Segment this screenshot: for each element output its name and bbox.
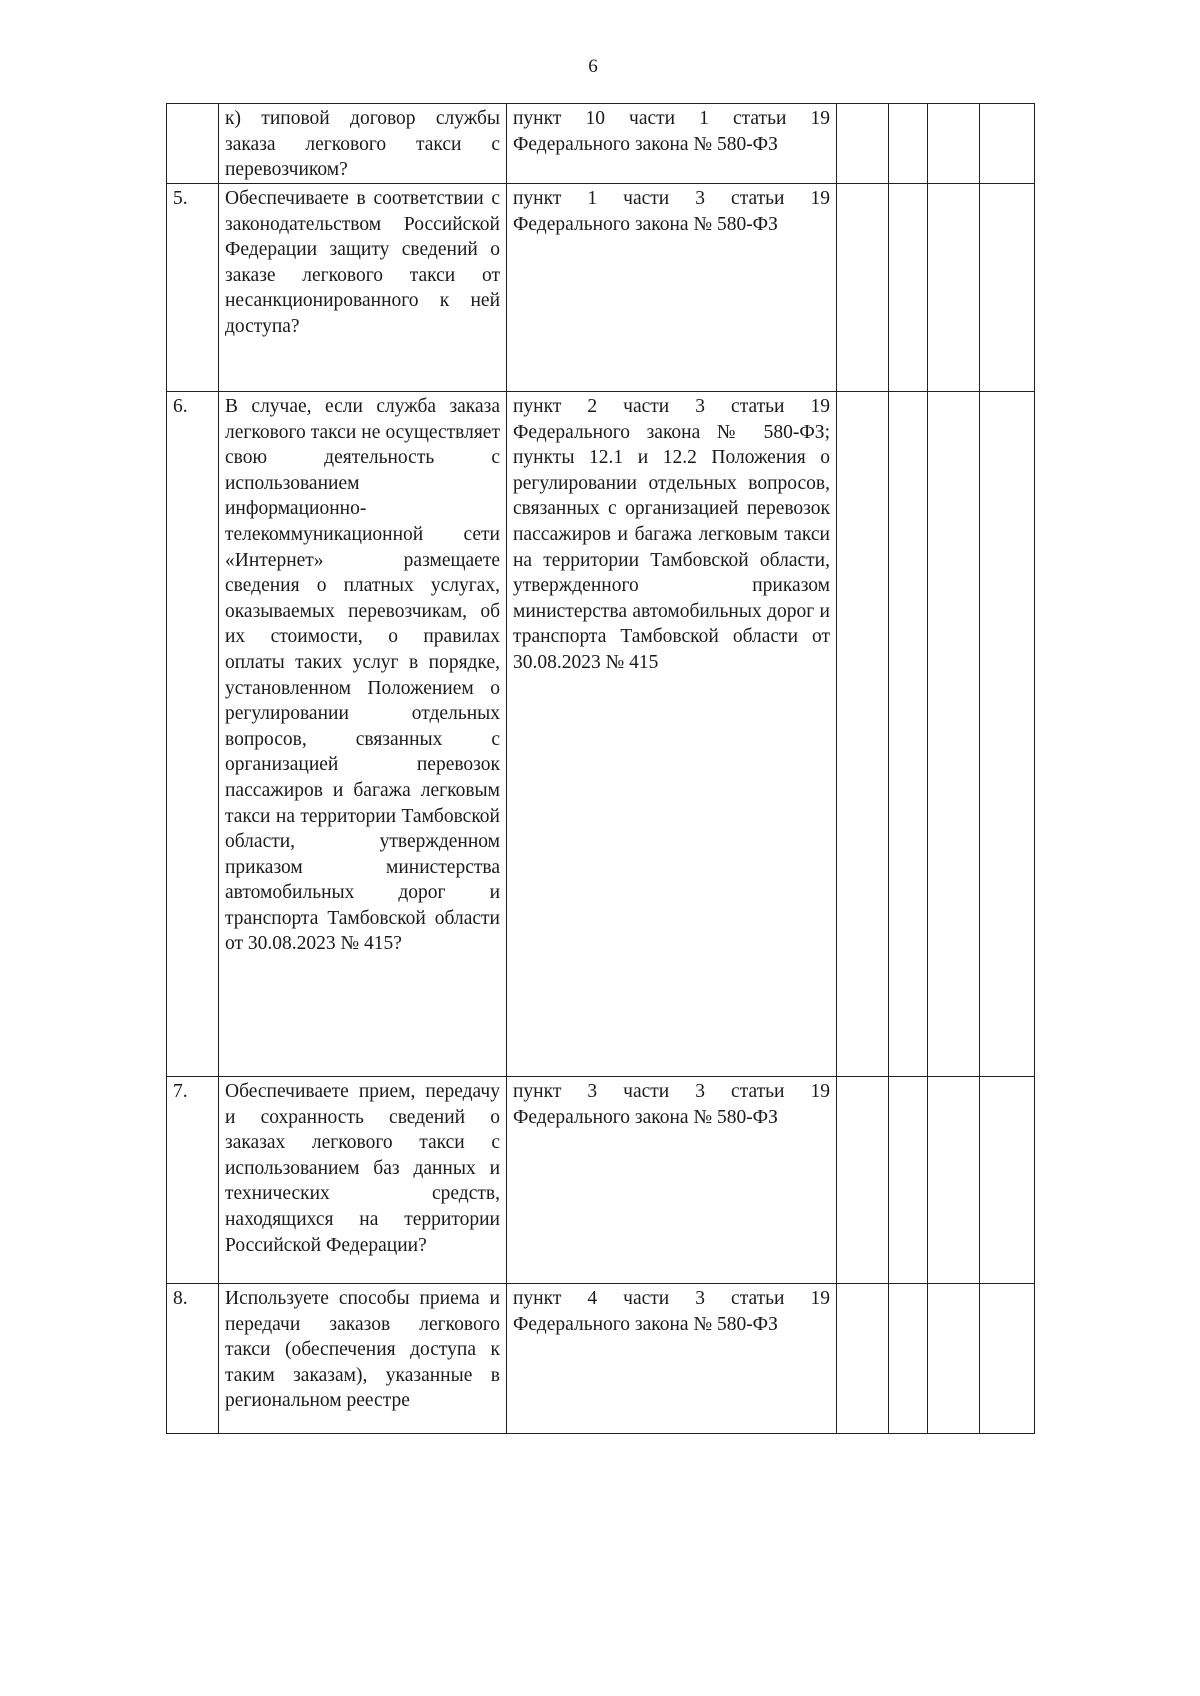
answer-yes-cell (837, 1284, 889, 1434)
answer-na-cell (928, 104, 980, 184)
table-row (167, 1077, 1035, 1284)
row-number: 5. (167, 184, 219, 392)
note-cell (980, 184, 1035, 392)
answer-no-cell (889, 184, 928, 392)
answer-na-cell (928, 1284, 980, 1434)
table-row (167, 1284, 1035, 1434)
question-cell: В случае, если служба заказа легкового такси не осуществляет свою деятельность с использованием информационно-телекоммуникационной сети «Интернет» размещаете сведения о платных услугах, оказываемых перевозчикам, об их стоимости, о правилах оплаты таких услуг в порядке, установленном Положением о регулировании отдельных вопросов, связанных с организацией перевозок пассажиров и багажа легковым такси на территории Тамбовской области, утвержденном приказом министерства автомобильных дорог и транспорта Тамбовской области от 30.08.2023 № 415? (219, 392, 507, 1077)
row-number (167, 104, 219, 184)
note-cell (980, 1284, 1035, 1434)
answer-no-cell (889, 1284, 928, 1434)
answer-na-cell (928, 184, 980, 392)
row-number: 7. (167, 1077, 219, 1284)
question-cell: Обеспечиваете прием, передачу и сохранность сведений о заказах легкового такси с использованием баз данных и технических средств, находящихся на территории Российской Федерации? (219, 1077, 507, 1284)
legal-reference-cell: пункт 10 части 1 статьи 19 Федерального закона № 580-ФЗ (507, 104, 837, 184)
answer-yes-cell (837, 184, 889, 392)
answer-yes-cell (837, 104, 889, 184)
table-row (167, 392, 1035, 1077)
row-number: 8. (167, 1284, 219, 1434)
note-cell (980, 1077, 1035, 1284)
answer-no-cell (889, 104, 928, 184)
legal-reference-cell: пункт 3 части 3 статьи 19 Федерального закона № 580-ФЗ (507, 1077, 837, 1284)
checklist-table (166, 103, 1035, 1434)
note-cell (980, 392, 1035, 1077)
question-cell: Используете способы приема и передачи заказов легкового такси (обеспечения доступа к таким заказам), указанные в региональном реестре (219, 1284, 507, 1434)
legal-reference-cell: пункт 2 части 3 статьи 19 Федерального закона № 580-ФЗ; пункты 12.1 и 12.2 Положения о регулировании отдельных вопросов, связанных с организацией перевозок пассажиров и багажа легковым такси на территории Тамбовской области, утвержденного приказом министерства автомобильных дорог и транспорта Тамбовской области от 30.08.2023 № 415 (507, 392, 837, 1077)
legal-reference-cell: пункт 4 части 3 статьи 19 Федерального закона № 580-ФЗ (507, 1284, 837, 1434)
answer-no-cell (889, 1077, 928, 1284)
answer-na-cell (928, 392, 980, 1077)
answer-no-cell (889, 392, 928, 1077)
page-number: 6 (588, 56, 598, 77)
answer-na-cell (928, 1077, 980, 1284)
answer-yes-cell (837, 1077, 889, 1284)
question-cell: Обеспечиваете в соответствии с законодательством Российской Федерации защиту сведений о заказе легкового такси от несанкционированного к ней доступа? (219, 184, 507, 392)
legal-reference-cell: пункт 1 части 3 статьи 19 Федерального закона № 580-ФЗ (507, 184, 837, 392)
row-number: 6. (167, 392, 219, 1077)
question-cell: к) типовой договор службы заказа легкового такси с перевозчиком? (219, 104, 507, 184)
note-cell (980, 104, 1035, 184)
table-row (167, 104, 1035, 184)
answer-yes-cell (837, 392, 889, 1077)
table-row (167, 184, 1035, 392)
